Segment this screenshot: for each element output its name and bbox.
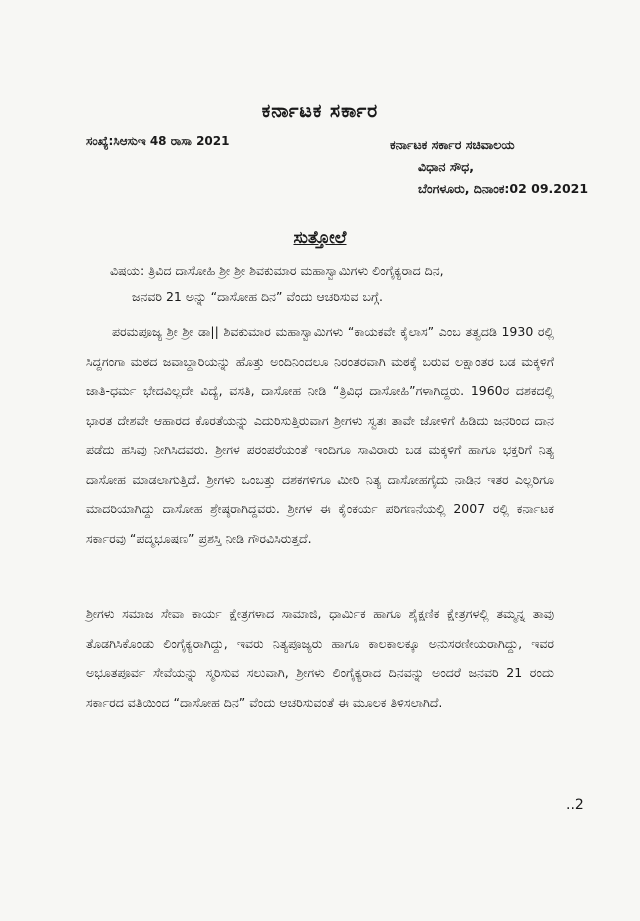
subject-line-2: ಜನವರಿ 21 ಅನ್ನು “ದಾಸೋಹ ದಿನ” ವೆಂದು ಆಚರಿಸುವ ಬಗ್ಗೆ. [132, 289, 383, 304]
address-line-city-date: ಬೆಂಗಳೂರು, ದಿನಾಂಕ:02 09.2021 [418, 181, 589, 196]
subject-block [0, 258, 640, 310]
subject-line-1: ವಿಷಯ: ತ್ರಿವಿದ ದಾಸೋಹಿ ಶ್ರೀ ಶ್ರೀ ಶಿವಕುಮಾರ ಮಹಾಸ್ವಾಮಿಗಳು ಲಿಂಗೈಕ್ಯರಾದ ದಿನ, [110, 263, 444, 278]
next-page-indicator: ..2 [566, 797, 584, 813]
government-title: ಕರ್ನಾಟಕ ಸರ್ಕಾರ [261, 100, 379, 122]
order-number: ಸಂಖ್ಯೆ:ಸಿಆಸುಇ 48 ರಾಸಾ 2021 [86, 134, 230, 148]
body-paragraph-1: ಪರಮಪೂಜ್ಯ ಶ್ರೀ ಶ್ರೀ ಡಾ|| ಶಿವಕುಮಾರ ಮಹಾಸ್ವಾಮಿಗಳು “ಕಾಯಕವೇ ಕೈಲಾಸ” ಎಂಬ ತತ್ವದಡಿ 1930 ರಲ್ಲಿ ಸಿದ್ದಗಂಗಾ ಮಠದ ಜವಾಬ್ದಾರಿಯನ್ನು ಹೊತ್ತು ಅಂದಿನಿಂದಲೂ ನಿರಂತರವಾಗಿ ಮಠಕ್ಕೆ ಬರುವ ಲಕ್ಷಾಂತರ ಬಡ ಮಕ್ಕಳಿಗೆ ಜಾತಿ-ಧರ್ಮ ಭೇದವಿಲ್ಲದೇ ವಿದ್ಯೆ, ವಸತಿ, ದಾಸೋಹ ನೀಡಿ “ತ್ರಿವಿಧ ದಾಸೋಹಿ”ಗಳಾಗಿದ್ದರು. 1960ರ ದಶಕದಲ್ಲಿ ಭಾರತ ದೇಶವೇ ಆಹಾರದ ಕೊರತೆಯನ್ನು ಎದುರಿಸುತ್ತಿರುವಾಗ ಶ್ರೀಗಳು ಸ್ವತಃ ತಾವೇ ಜೋಳಿಗೆ ಹಿಡಿದು ಜನರಿಂದ ದಾನ ಪಡೆದು ಹಸಿವು ನೀಗಿಸಿದವರು. ಶ್ರೀಗಳ ಪರಂಪರೆಯಂತೆ ಇಂದಿಗೂ ಸಾವಿರಾರು ಬಡ ಮಕ್ಕಳಿಗೆ ಹಾಗೂ ಭಕ್ತರಿಗೆ ನಿತ್ಯ ದಾಸೋಹ ಮಾಡಲಾಗುತ್ತಿದೆ. ಶ್ರೀಗಳು ಒಂಬತ್ತು ದಶಕಗಳಿಗೂ ಮೀರಿ ನಿತ್ಯ ದಾಸೋಹಗೈದು ನಾಡಿನ ಇತರ ಎಲ್ಲರಿಗೂ ಮಾದರಿಯಾಗಿದ್ದು ದಾಸೋಹ ಶ್ರೇಷ್ಠರಾಗಿದ್ದವರು. ಶ್ರೀಗಳ ಈ ಕೈಂಕರ್ಯ ಪರಿಗಣನೆಯಲ್ಲಿ 2007 ರಲ್ಲಿ ಕರ್ನಾಟಕ ಸರ್ಕಾರವು “ಪದ್ಮಭೂಷಣ” ಪ್ರಶಸ್ತಿ ನೀಡಿ ಗೌರವಿಸಿರುತ್ತದೆ. [86, 324, 554, 546]
body-paragraph-2: ಶ್ರೀಗಳು ಸಮಾಜ ಸೇವಾ ಕಾರ್ಯ ಕ್ಷೇತ್ರಗಳಾದ ಸಾಮಾಜಿ, ಧಾರ್ಮಿಕ ಹಾಗೂ ಶೈಕ್ಷಣಿಕ ಕ್ಷೇತ್ರಗಳಲ್ಲಿ ತಮ್ಮನ್ನ ತಾವು ತೊಡಗಿಸಿಕೊಂಡು ಲಿಂಗೈಕ್ಯರಾಗಿದ್ದು, ಇವರು ನಿತ್ಯಪೂಜ್ಯರು ಹಾಗೂ ಕಾಲಕಾಲಕ್ಕೂ ಅನುಸರಣೀಯರಾಗಿದ್ದು, ಇವರ ಅಭೂತಪೂರ್ವ ಸೇವೆಯನ್ನು ಸ್ಮರಿಸುವ ಸಲುವಾಗಿ, ಶ್ರೀಗಳು ಲಿಂಗೈಕ್ಯರಾದ ದಿನವನ್ನು ಅಂದರೆ ಜನವರಿ 21 ರಂದು ಸರ್ಕಾರದ ವತಿಯಿಂದ “ದಾಸೋಹ ದಿನ” ವೆಂದು ಆಚರಿಸುವಂತೆ ಈ ಮೂಲಕ ತಿಳಿಸಲಾಗಿದೆ. [86, 606, 554, 710]
circular-title: ಸುತ್ತೋಲೆ [293, 228, 347, 248]
office-address [390, 134, 588, 200]
address-line-vidhana-soudha: ವಿಧಾನ ಸೌಧ, [418, 159, 474, 174]
address-line-secretariat: ಕರ್ನಾಟಕ ಸರ್ಕಾರ ಸಚಿವಾಲಯ [390, 137, 515, 152]
